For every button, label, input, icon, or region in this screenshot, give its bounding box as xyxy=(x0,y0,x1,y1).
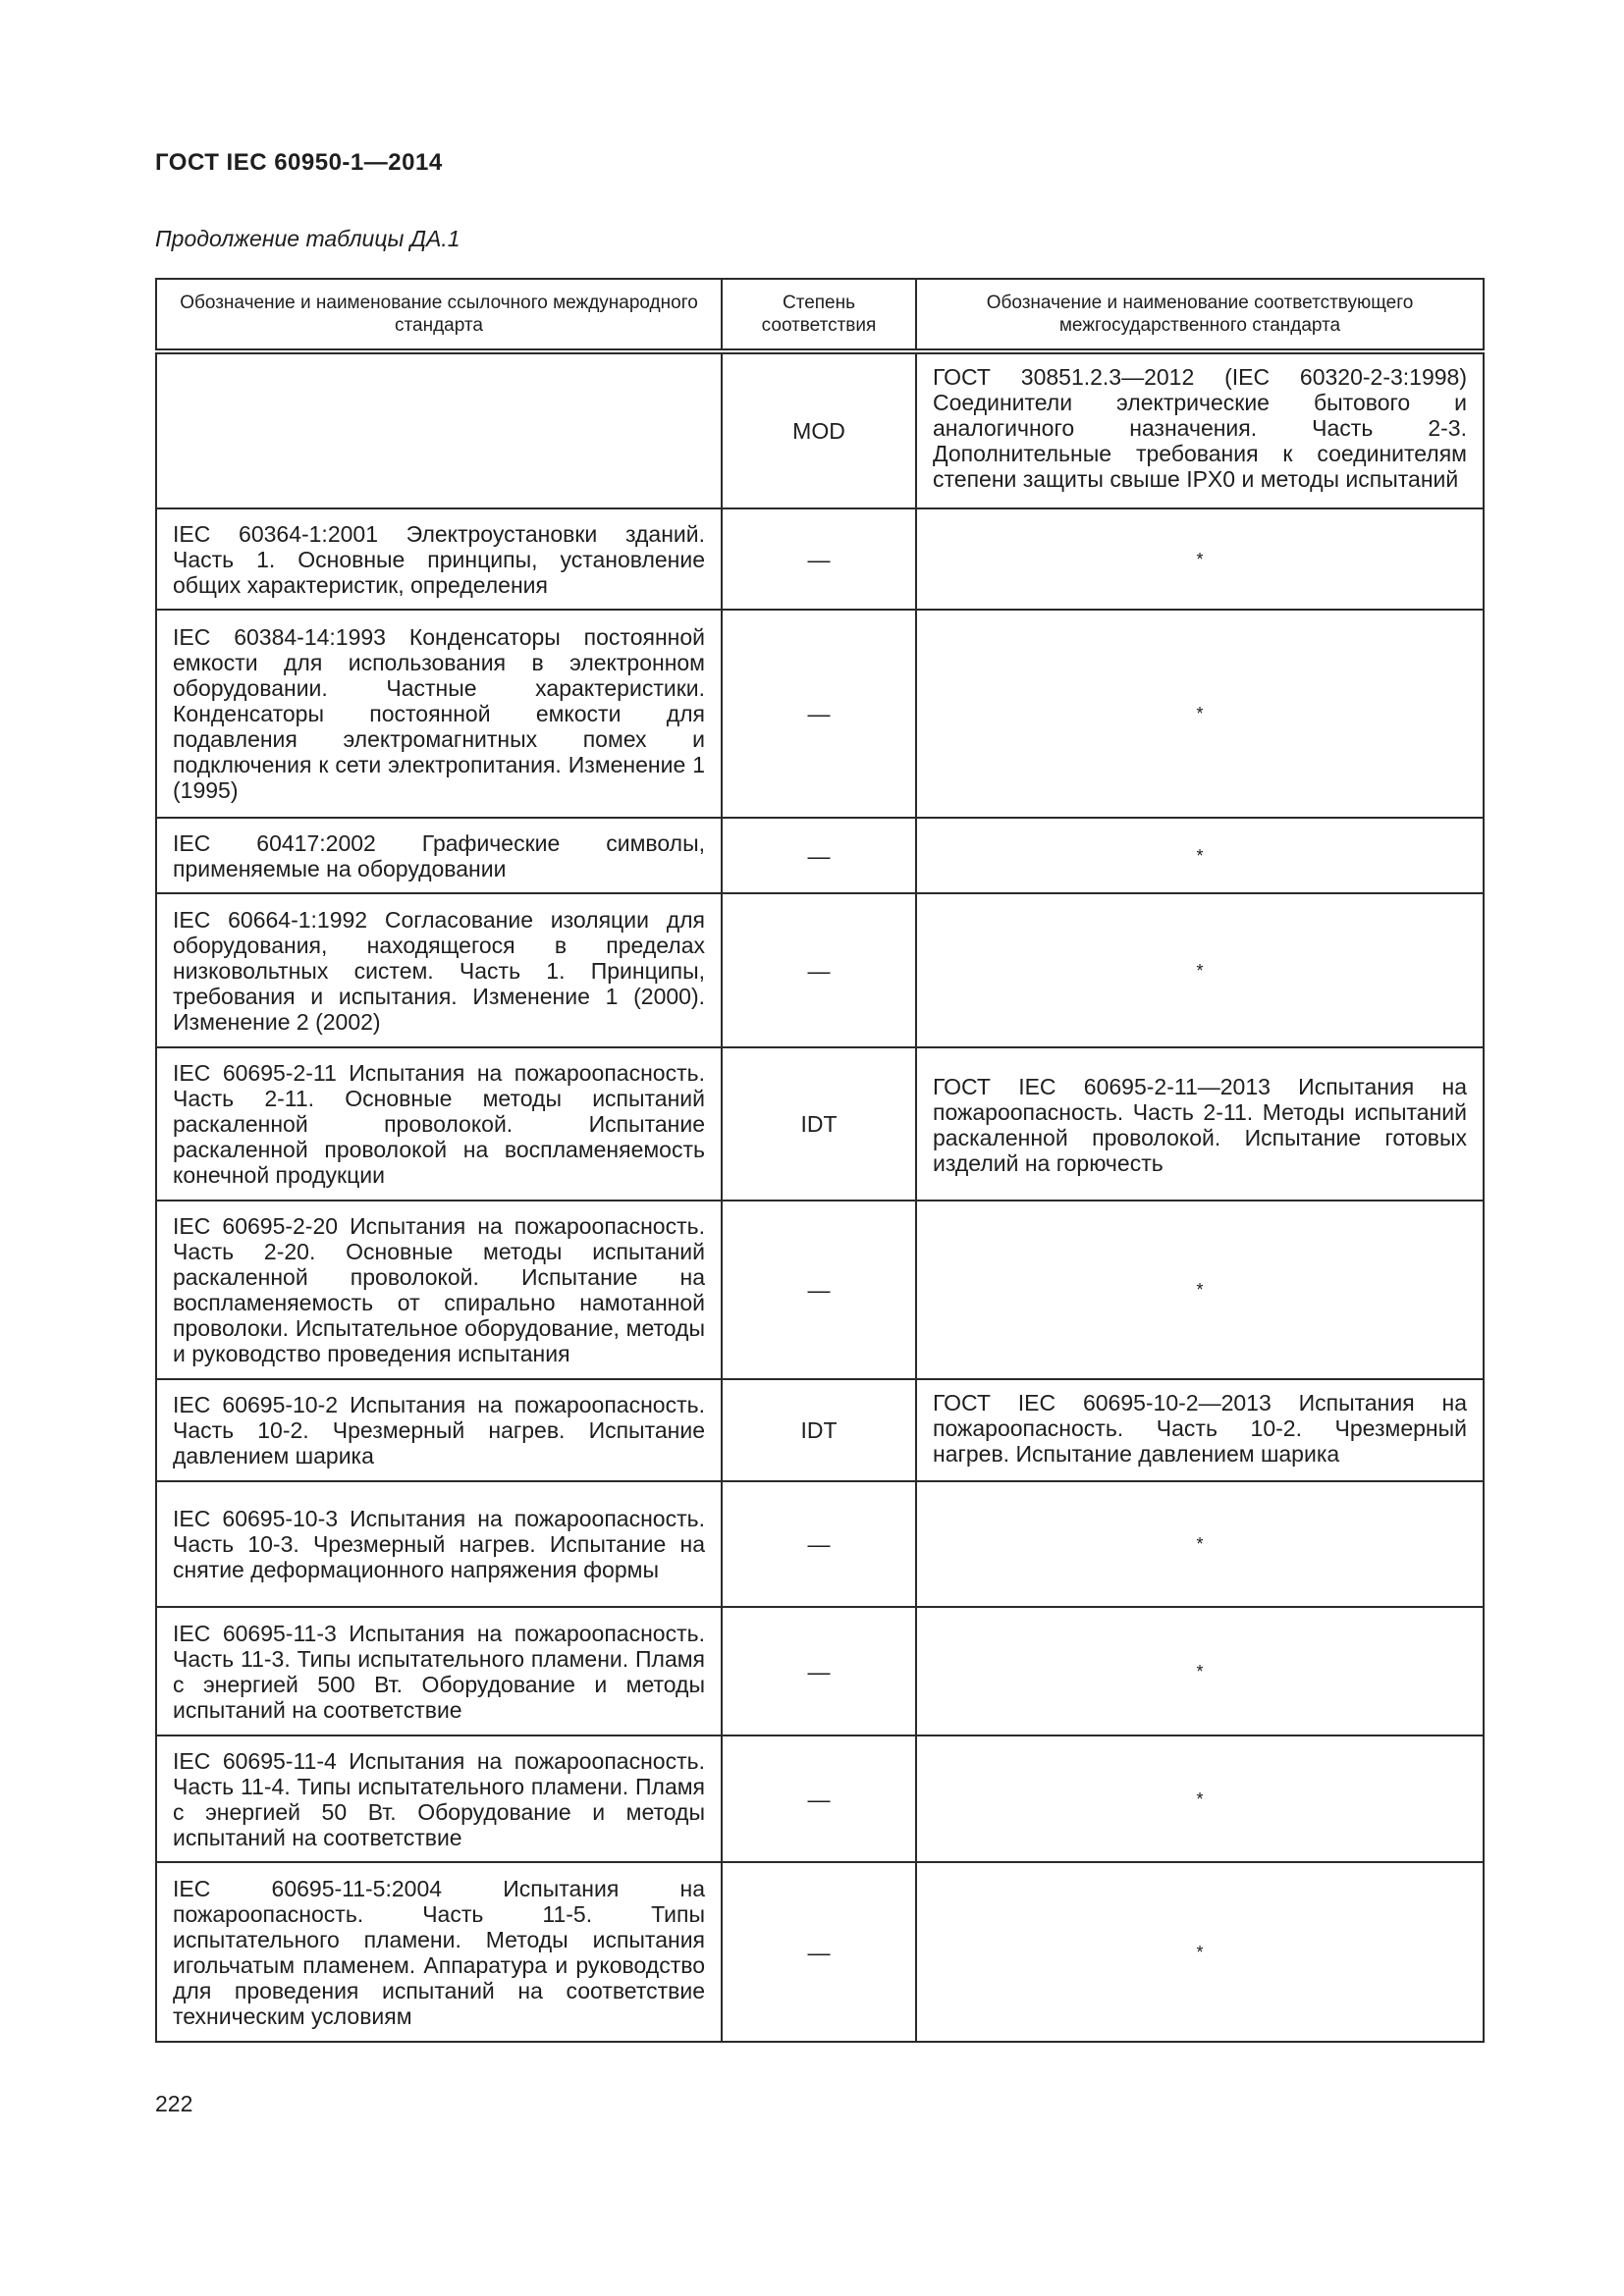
column-header-international-standard: Обозначение и наименование ссылочного международного стандарта xyxy=(156,279,722,351)
international-standard-cell: IEC 60695-11-4 Испытания на пожароопасность. Часть 11-4. Типы испытательного пламени. Пламя с энергией 50 Вт. Оборудование и методы испытаний на соответствие xyxy=(156,1735,722,1862)
degree-cell: — xyxy=(722,1735,916,1862)
table-row xyxy=(156,508,1484,610)
international-standard-cell: IEC 60695-11-5:2004 Испытания на пожароопасность. Часть 11-5. Типы испытательного пламени. Методы испытания игольчатым пламенем. Аппаратура и руководство для проведения испытаний на соответствие техническим условиям xyxy=(156,1862,722,2042)
international-standard-cell: IEC 60695-10-2 Испытания на пожароопасность. Часть 10-2. Чрезмерный нагрев. Испытание давлением шарика xyxy=(156,1379,722,1481)
table-row xyxy=(156,610,1484,818)
international-standard-cell: IEC 60695-11-3 Испытания на пожароопасность. Часть 11-3. Типы испытательного пламени. Пламя с энергией 500 Вт. Оборудование и методы испытаний на соответствие xyxy=(156,1607,722,1735)
degree-cell: IDT xyxy=(722,1379,916,1481)
degree-cell: — xyxy=(722,1481,916,1607)
table-row xyxy=(156,1201,1484,1379)
national-standard-cell: * xyxy=(916,1201,1484,1379)
degree-cell: IDT xyxy=(722,1047,916,1201)
table-row xyxy=(156,1862,1484,2042)
degree-cell: — xyxy=(722,893,916,1047)
national-standard-cell: * xyxy=(916,1481,1484,1607)
national-standard-cell: * xyxy=(916,1607,1484,1735)
national-standard-cell: * xyxy=(916,1735,1484,1862)
table-row xyxy=(156,1607,1484,1735)
column-header-degree: Степень соответствия xyxy=(722,279,916,351)
table-row xyxy=(156,893,1484,1047)
international-standard-cell: IEC 60695-2-11 Испытания на пожароопасность. Часть 2-11. Основные методы испытаний раскаленной проволокой. Испытание раскаленной проволокой на воспламеняемость конечной продукции xyxy=(156,1047,722,1201)
national-standard-cell: ГОСТ IEC 60695-10-2—2013 Испытания на пожароопасность. Часть 10-2. Чрезмерный нагрев. Испытание давлением шарика xyxy=(916,1379,1484,1481)
national-standard-cell: * xyxy=(916,1862,1484,2042)
international-standard-cell: IEC 60417:2002 Графические символы, применяемые на оборудовании xyxy=(156,818,722,893)
table-row xyxy=(156,351,1484,508)
national-standard-cell: ГОСТ IEC 60695-2-11—2013 Испытания на пожароопасность. Часть 2-11. Методы испытаний раскаленной проволокой. Испытание готовых изделий на горючесть xyxy=(916,1047,1484,1201)
reference-standards-table xyxy=(155,278,1485,2043)
table-row xyxy=(156,1481,1484,1607)
table-header-row xyxy=(156,279,1484,351)
international-standard-cell: IEC 60364-1:2001 Электроустановки зданий. Часть 1. Основные принципы, установление общих характеристик, определения xyxy=(156,508,722,610)
degree-cell: — xyxy=(722,1201,916,1379)
column-header-national-standard: Обозначение и наименование соответствующего межгосударственного стандарта xyxy=(916,279,1484,351)
international-standard-cell xyxy=(156,351,722,508)
degree-cell: MOD xyxy=(722,351,916,508)
degree-cell: — xyxy=(722,1862,916,2042)
national-standard-cell: * xyxy=(916,893,1484,1047)
degree-cell: — xyxy=(722,610,916,818)
international-standard-cell: IEC 60695-2-20 Испытания на пожароопасность. Часть 2-20. Основные методы испытаний раскаленной проволокой. Испытание на воспламеняемость от спирально намотанной проволоки. Испытательное оборудование, методы и руководство проведения испытания xyxy=(156,1201,722,1379)
document-title: ГОСТ IEC 60950-1—2014 xyxy=(155,149,443,176)
table-row xyxy=(156,1735,1484,1862)
international-standard-cell: IEC 60384-14:1993 Конденсаторы постоянной емкости для использования в электронном оборудовании. Частные характеристики. Конденсаторы постоянной емкости для подавления электромагнитных помех и подключения к сети электропитания. Изменение 1 (1995) xyxy=(156,610,722,818)
table-row xyxy=(156,1379,1484,1481)
national-standard-cell: * xyxy=(916,610,1484,818)
table-caption: Продолжение таблицы ДА.1 xyxy=(155,226,460,251)
degree-cell: — xyxy=(722,508,916,610)
table-row xyxy=(156,818,1484,893)
national-standard-cell: * xyxy=(916,508,1484,610)
page-number: 222 xyxy=(155,2091,193,2116)
table-row xyxy=(156,1047,1484,1201)
degree-cell: — xyxy=(722,818,916,893)
degree-cell: — xyxy=(722,1607,916,1735)
international-standard-cell: IEC 60695-10-3 Испытания на пожароопасность. Часть 10-3. Чрезмерный нагрев. Испытание на снятие деформационного напряжения формы xyxy=(156,1481,722,1607)
international-standard-cell: IEC 60664-1:1992 Согласование изоляции для оборудования, находящегося в пределах низковольтных систем. Часть 1. Принципы, требования и испытания. Изменение 1 (2000). Изменение 2 (2002) xyxy=(156,893,722,1047)
national-standard-cell: ГОСТ 30851.2.3—2012 (IEC 60320-2-3:1998) Соединители электрические бытового и аналогичного назначения. Часть 2-3. Дополнительные требования к соединителям степени защиты свыше IPX0 и методы испытаний xyxy=(916,351,1484,508)
national-standard-cell: * xyxy=(916,818,1484,893)
